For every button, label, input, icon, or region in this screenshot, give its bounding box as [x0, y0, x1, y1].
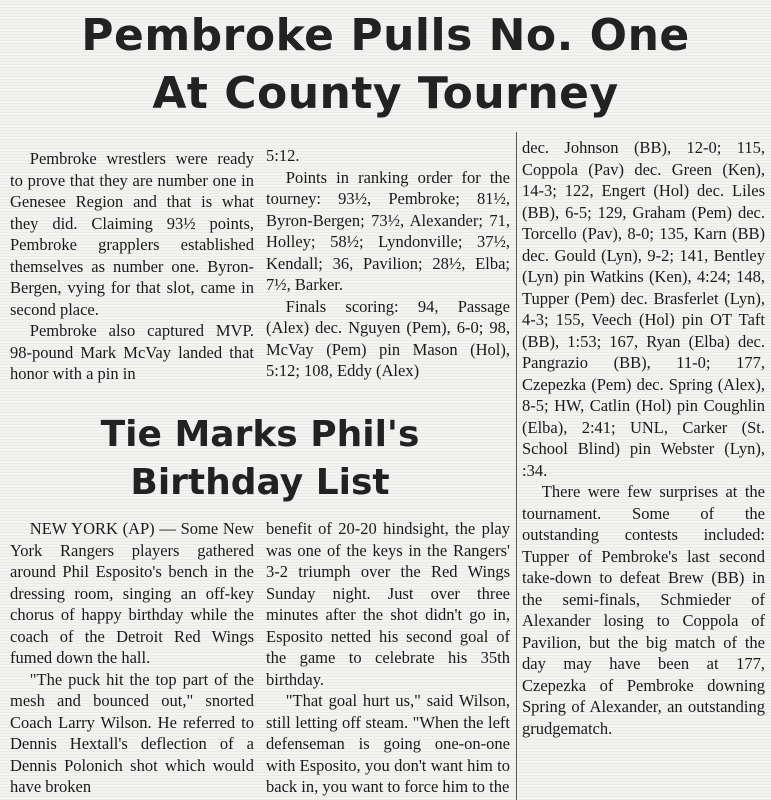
paragraph: NEW YORK (AP) — Some New York Rangers players gathered around Phil Esposito's bench in the dressing room, singing an off-key chorus of happy birthday while the coach of the Detroit Red Wings fumed down the hall. [10, 519, 254, 667]
article1-column-2 [266, 145, 510, 382]
article1-column-3 [522, 137, 765, 739]
paragraph: Points in ranking order for the tourney: 93½, Pembroke; 81½, Byron-Bergen; 73½, Alexander; 71, Holley; 58½; Lyndonville; 37½, Kendall; 36, Pavilion; 28½, Elba; 7½, Barker. [266, 167, 510, 294]
paragraph: Pembroke wrestlers were ready to prove that they are number one in Genesee Region and that is what they did. Claiming 93½ points, Pembroke grapplers established themselves as number one. Byron-Bergen, vying for that slot, came in second place. [10, 149, 254, 319]
paragraph: There were few surprises at the tournament. Some of the outstanding contests included: Tupper of Pembroke's last second take-down to defeat Brew (BB) in the semi-finals, Schmieder of Alexander losing to Coppola of Pavilion, but the big match of the day may have been at 177, Czepezka of Pembroke downing Spring of Alexander, an outstanding grudgematch. [522, 482, 765, 738]
headline-line-1: Pembroke Pulls No. One [81, 10, 690, 61]
article1-column-1 [10, 148, 254, 385]
paragraph: dec. Johnson (BB), 12-0; 115, Coppola (Pav) dec. Green (Ken), 14-3; 122, Engert (Hol) dec. Liles (BB), 6-5; 129, Graham (Pem) dec. Torcello (Pav), 8-0; 135, Karn (BB) dec. Gould (Lyn), 9-2; 141, Bentley (Lyn) pin Watkins (Ken), 4:24; 148, Tupper (Pem) dec. Brasferlet (Lyn), 4-3; 155, Veech (Hol) pin OT Taft (BB), 1:53; 167, Ryan (Elba) dec. Pangrazio (BB), 11-0; 177, Czepezka (Pem) dec. Spring (Alex), 8-5; HW, Catlin (Hol) pin Coughlin (Elba), 2:41; UNL, Carker (St. School Blind) pin Webster (Lyn), :34. [522, 138, 765, 480]
column-divider [516, 132, 517, 800]
paragraph: "The puck hit the top part of the mesh and bounced out," snorted Coach Larry Wilson. He referred to Dennis Hextall's deflection of a Dennis Polonich shot which would have broken [10, 669, 254, 796]
paragraph: benefit of 20-20 hindsight, the play was one of the keys in the Rangers' 3-2 triumph over the Red Wings Sunday night. Just over three minutes after the shot didn't go in, Esposito netted his second goal of the game to celebrate his 35th birthday. [266, 519, 510, 689]
subheadline-line-2: Birthday List [130, 462, 390, 503]
paragraph: Pembroke also captured MVP. 98-pound Mark McVay landed that honor with a pin in [10, 321, 254, 383]
article2-column-2 [266, 518, 510, 798]
paragraph: "That goal hurt us," said Wilson, still letting off steam. "When the left defenseman is going one-on-one with Esposito, you don't want him to back in, you want to force him to the [266, 691, 510, 796]
paragraph: 5:12. [266, 146, 300, 165]
headline-line-2: At County Tourney [152, 68, 619, 119]
paragraph: Finals scoring: 94, Passage (Alex) dec. Nguyen (Pem), 6-0; 98, McVay (Pem) pin Mason (Hol), 5:12; 108, Eddy (Alex) [266, 296, 510, 380]
subheadline-line-1: Tie Marks Phil's [100, 414, 420, 455]
article2-column-1 [10, 518, 254, 798]
